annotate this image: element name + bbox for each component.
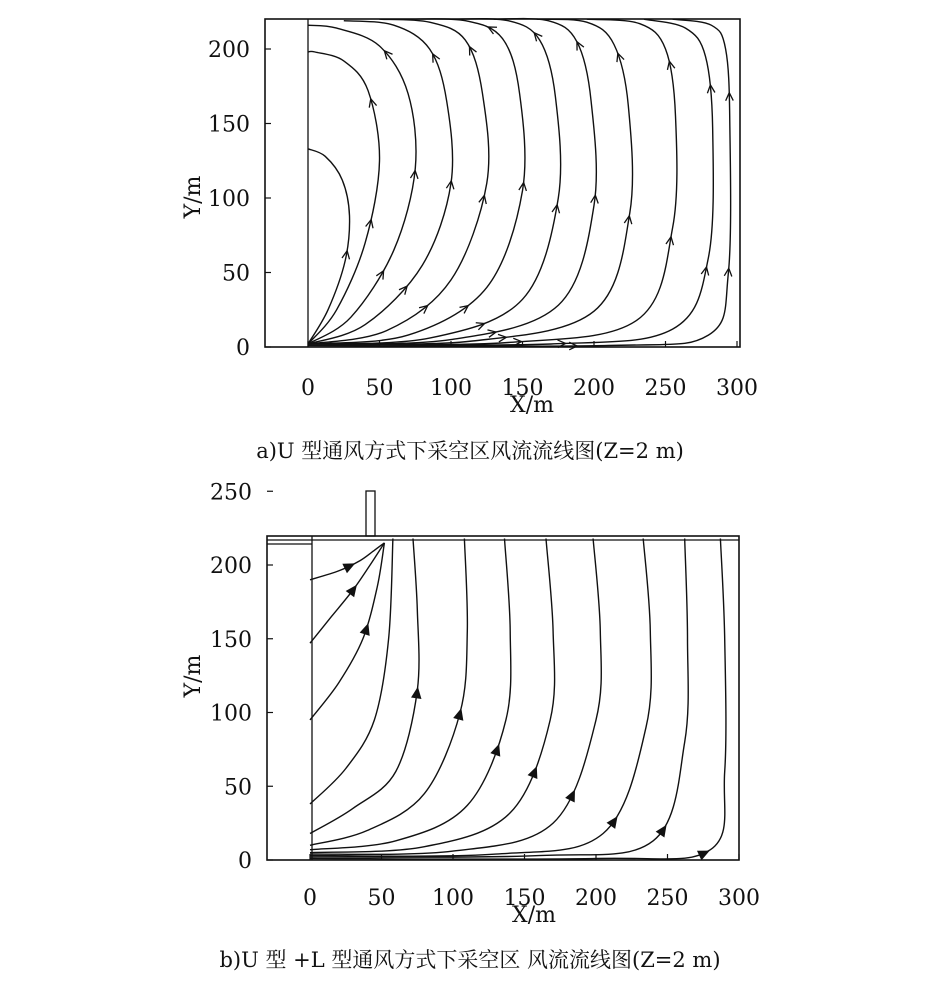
streamline [308, 149, 350, 344]
y-ticks-a [208, 38, 271, 361]
streamline [308, 21, 453, 344]
streamline [308, 51, 380, 344]
plot-frame-b [267, 536, 739, 860]
l-type-roadway-b [366, 491, 375, 536]
y-tick-label: 250 [210, 480, 252, 506]
y-ticks-b [210, 480, 273, 874]
streamline [310, 539, 726, 860]
y-tick-label: 100 [208, 187, 250, 212]
y-tick-label: 150 [208, 112, 250, 138]
x-tick-label: 200 [573, 376, 615, 401]
streamline [310, 539, 688, 858]
x-tick-label: 0 [303, 886, 317, 911]
caption-a: a)U 型通风方式下采空区风流流线图(Z=2 m) [256, 439, 684, 463]
x-tick-label: 50 [367, 886, 396, 911]
panel-b [181, 480, 760, 972]
x-tick-label: 200 [575, 886, 617, 911]
y-tick-label: 0 [238, 849, 252, 874]
x-tick-label: 250 [646, 886, 689, 911]
streamline [308, 19, 713, 345]
y-tick-label: 150 [210, 627, 252, 653]
y-axis-label-a: Y/m [181, 175, 206, 219]
flow-arrow [566, 789, 578, 802]
y-tick-label: 100 [210, 701, 252, 727]
y-tick-label: 0 [236, 336, 250, 361]
x-tick-label: 0 [301, 376, 315, 401]
x-tick-label: 150 [503, 886, 546, 911]
caption-b: b)U 型 +L 型通风方式下采空区 风流流线图(Z=2 m) [219, 948, 721, 972]
x-axis-label-a: X/m [510, 393, 554, 418]
flow-arrow [698, 847, 711, 859]
x-tick-label: 150 [501, 376, 544, 401]
y-axis-label-b: Y/m [181, 654, 206, 698]
flow-arrow [361, 623, 373, 635]
streamline [308, 19, 561, 344]
streamlines-a [308, 19, 733, 350]
x-tick-label: 50 [365, 376, 394, 401]
flow-arrow [454, 708, 465, 720]
plot-frame-a [265, 19, 740, 347]
streamline [310, 539, 555, 853]
x-tick-label: 300 [716, 376, 758, 401]
flow-arrow [347, 583, 360, 596]
streamline [308, 25, 416, 344]
streamline [310, 539, 511, 850]
x-tick-label: 100 [430, 376, 472, 401]
flow-arrow [343, 560, 356, 572]
flow-arrow [491, 743, 503, 755]
flow-arrow [412, 687, 422, 698]
x-tick-label: 100 [432, 886, 474, 911]
x-ticks-a [301, 341, 758, 401]
flow-arrow [528, 766, 540, 779]
streamline [310, 539, 467, 846]
flow-arrow [657, 823, 670, 836]
streamline [310, 539, 393, 805]
x-tick-label: 250 [644, 376, 687, 401]
streamlines-b [310, 539, 726, 860]
streamline [308, 19, 525, 344]
y-tick-label: 50 [222, 261, 250, 287]
streamline [308, 19, 633, 344]
x-tick-label: 300 [718, 886, 760, 911]
y-tick-label: 200 [208, 38, 250, 63]
panel-a [181, 19, 758, 463]
x-axis-label-b: X/m [512, 903, 556, 928]
y-tick-label: 200 [210, 554, 252, 579]
flow-arrow [607, 815, 620, 828]
streamline [310, 543, 384, 643]
y-tick-label: 50 [224, 775, 252, 801]
